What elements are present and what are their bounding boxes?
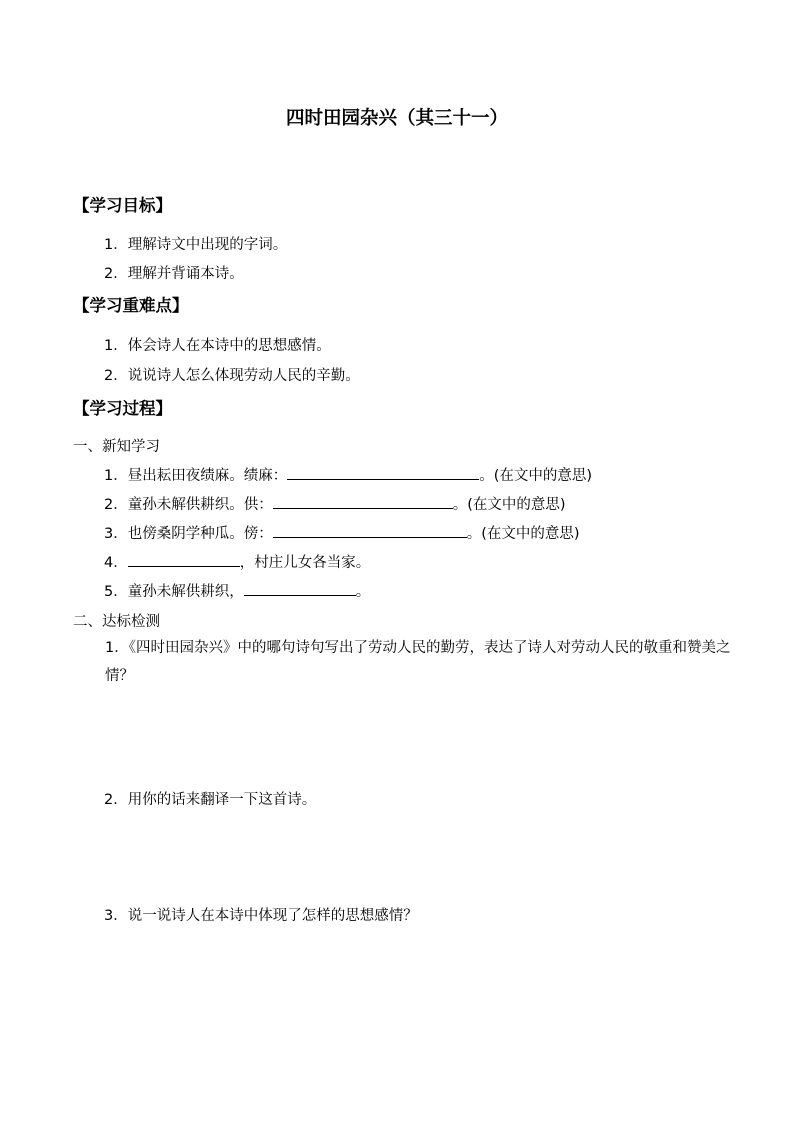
answer-blank-5[interactable]	[244, 580, 356, 596]
difficulties-heading: 【学习重难点】	[73, 296, 189, 315]
fill-question-1-prefix: 1．昼出耘田夜绩麻。绩麻：	[104, 468, 288, 484]
new-learning-heading: 一、新知学习	[73, 439, 160, 455]
difficulty-item-2: 2．说说诗人怎么体现劳动人民的辛勤。	[104, 368, 360, 384]
fill-question-4	[104, 551, 370, 572]
fill-question-5-suffix: 。	[355, 584, 371, 600]
answer-blank-3[interactable]	[273, 522, 467, 538]
assessment-question-2: 2．用你的话来翻译一下这首诗。	[104, 792, 317, 808]
answer-blank-4[interactable]	[128, 551, 240, 567]
fill-question-3-prefix: 3．也傍桑阴学种瓜。傍：	[104, 526, 273, 542]
fill-question-4-suffix: ，村庄儿女各当家。	[239, 555, 371, 571]
fill-question-3	[104, 522, 580, 543]
objective-item-2: 2．理解并背诵本诗。	[104, 266, 244, 282]
assessment-question-1	[73, 634, 733, 690]
fill-question-2-prefix: 2．童孙未解供耕织。供：	[104, 497, 273, 513]
assessment-question-1-text: 1．《四时田园杂兴》中的哪句诗句写出了劳动人民的勤劳，表达了诗人对劳动人民的敬重和赞美之情？	[105, 640, 731, 684]
objective-item-1: 1．理解诗文中出现的字词。	[104, 237, 288, 253]
answer-blank-2[interactable]	[273, 493, 453, 509]
fill-question-1-suffix: 。(在文中的意思)	[479, 468, 593, 484]
assessment-question-3: 3．说一说诗人在本诗中体现了怎样的思想感情？	[104, 908, 418, 924]
assessment-heading: 二、达标检测	[73, 614, 160, 630]
page-title: 四时田园杂兴（其三十一）	[285, 108, 508, 129]
fill-question-4-prefix: 4．	[104, 555, 128, 571]
fill-question-3-suffix: 。(在文中的意思)	[466, 526, 580, 542]
objectives-heading: 【学习目标】	[73, 196, 172, 215]
difficulty-item-1: 1．体会诗人在本诗中的思想感情。	[104, 338, 331, 354]
fill-question-5	[104, 580, 370, 601]
process-heading: 【学习过程】	[73, 399, 172, 418]
fill-question-1	[104, 464, 592, 485]
answer-blank-1[interactable]	[287, 464, 479, 480]
fill-question-2-suffix: 。(在文中的意思)	[452, 497, 566, 513]
fill-question-5-prefix: 5．童孙未解供耕织，	[104, 584, 244, 600]
fill-question-2	[104, 493, 566, 514]
